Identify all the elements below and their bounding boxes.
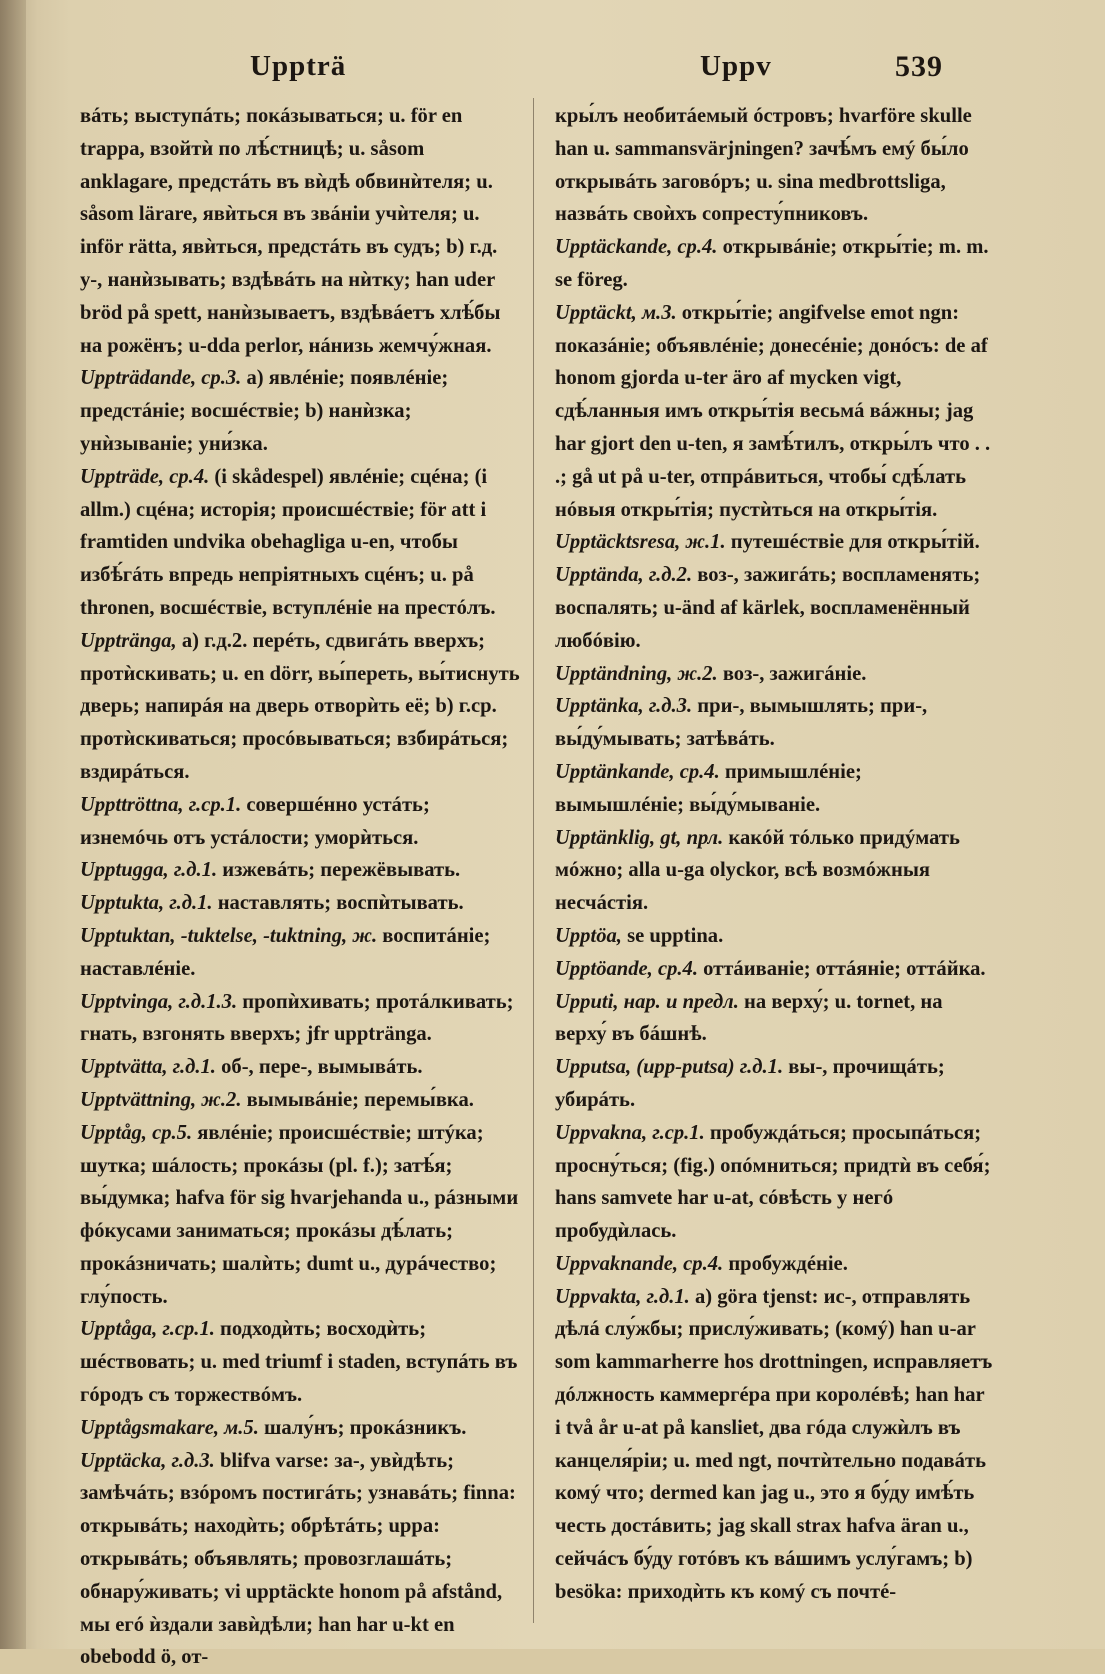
dictionary-entry bbox=[80, 854, 520, 887]
entry-definition: путешéствіе для откры́тій. bbox=[725, 531, 980, 554]
entry-definition: оттáиваніе; оттáяніе; оттáйка. bbox=[698, 957, 986, 980]
dictionary-entry bbox=[555, 1248, 995, 1281]
entry-definition: открывáніе; откры́тіе; m. m. se föreg. bbox=[555, 236, 989, 291]
entry-headword: Upptågsmakare, м.5. bbox=[80, 1416, 259, 1439]
entry-definition: изжевáть; пережёвывать. bbox=[217, 859, 461, 882]
entry-headword: Upptvättning, ж.2. bbox=[80, 1088, 242, 1111]
dictionary-entry bbox=[555, 920, 995, 953]
entry-definition: совершéнно устáть; изнемóчь отъ устáлости; уморѝться. bbox=[80, 793, 430, 849]
page-spine-shadow bbox=[0, 0, 26, 1649]
entry-definition: а) г.д.2. перéть, сдвигáть вверхъ; протѝскивать; u. en dörr, вы́переть, вы́тиснуть дверь; напирáя на дверь отворѝть её; b) г.ср. протѝскиваться; просóвываться; взбирáться; вздирáться. bbox=[80, 629, 520, 783]
entry-definition: воспитáніе; наставлéніе. bbox=[80, 924, 491, 980]
dictionary-entry bbox=[555, 100, 995, 231]
entry-headword: Uppvakta, г.д.1. bbox=[555, 1285, 690, 1308]
entry-headword: Upptända, г.д.2. bbox=[555, 564, 693, 587]
entry-definition: воз-, зажигáніе. bbox=[717, 662, 867, 685]
entry-headword: Upptäckande, ср.4. bbox=[555, 236, 718, 259]
entry-definition: пробуждáться; просыпáться; просну́ться; (fig.) опóмниться; придтѝ въ себя́; hans samvete har u-at, сóвѣсть у негó пробудѝлась. bbox=[555, 1121, 991, 1243]
entry-headword: Upptänka, г.д.3. bbox=[555, 695, 693, 718]
entry-definition: вымывáніе; перемы́вка. bbox=[241, 1088, 474, 1111]
entry-definition: а) göra tjenst: ис-, отправлять дѣлá слу́жбы; прислу́живать; (комý) han u-ar som kammarherre hos drottningen, исправляетъ дóлжность каммергéра при королéвѣ; han har i två år u-at på kansliet, два гóда служѝлъ въ канцеля́ріи; u. med ngt, почтѝтельно подавáть комý что; dermed kan jag u., это я бу́ду имѣ́ть честь достáвить; jag skall strax hafva äran u., сейчáсъ бу́ду готóвъ къ вáшимъ услу́гамъ; b) besöka: приходѝть къ комý съ почтé- bbox=[555, 1285, 993, 1603]
dictionary-entry bbox=[80, 789, 520, 855]
entry-definition: шалу́нъ; прокáзникъ. bbox=[258, 1416, 467, 1439]
entry-headword: Upptäckt, м.3. bbox=[555, 301, 677, 324]
dictionary-entry bbox=[555, 297, 995, 527]
dictionary-entry bbox=[80, 461, 520, 625]
entry-headword: Upptränga, bbox=[80, 629, 177, 652]
dictionary-entry bbox=[555, 559, 995, 657]
entry-definition: на верху́; u. tornet, на верху́ въ бáшнѣ. bbox=[555, 990, 943, 1046]
dictionary-entry bbox=[80, 920, 520, 986]
entry-headword: Upptvätta, г.д.1. bbox=[80, 1056, 216, 1079]
dictionary-entry bbox=[80, 1084, 520, 1117]
right-running-head: Uppv bbox=[700, 50, 772, 82]
entry-definition: (i skådespel) явлéніе; сцéна; (i allm.) сцéна; исторія; происшéствіе; för att i framtiden undvika obehagliga u-en, чтобы избѣ́гáть впредь непріятныхъ сцéнъ; u. på thronen, восшéствіе, вступлéніе на престóлъ. bbox=[80, 465, 496, 619]
entry-headword: Upptuktan, -tuktelse, -tuktning, ж. bbox=[80, 924, 378, 947]
entry-definition: явлéніе; происшéствіе; штýка; шутка; шáлость; прокáзы (pl. f.); затѣ́я; вы́думка; hafva för sig hvarjehanda u., рáзными фóкусами заниматься; прокáзы дѣ́лать; прокáзничать; шалѝть; dumt u., дурáчество; глу́пость. bbox=[80, 1121, 519, 1308]
entry-definition: а) явлéніе; появлéніе; предстáніе; восшéствіе; b) нанѝзка; унѝзываніе; уни́зка. bbox=[80, 367, 449, 455]
entry-headword: Upputi, нар. и предл. bbox=[555, 990, 739, 1013]
right-column bbox=[555, 100, 995, 1609]
dictionary-entry bbox=[555, 658, 995, 691]
column-divider bbox=[533, 98, 534, 1623]
entry-headword: Upptukta, г.д.1. bbox=[80, 892, 213, 915]
entry-headword: Upptåg, ср.5. bbox=[80, 1121, 193, 1144]
left-running-head: Uppträ bbox=[250, 50, 347, 82]
dictionary-entry bbox=[555, 526, 995, 559]
entry-definition: кры́лъ необитáемый óстровъ; hvarföre skulle han u. sammansvärjningen? зачѣ́мъ емý бы́ло открывáть заговóръ; u. sina medbrottsliga, назвáть своѝхъ сопресту́пниковъ. bbox=[555, 105, 972, 226]
dictionary-entry bbox=[80, 1117, 520, 1314]
entry-headword: Uppträde, ср.4. bbox=[80, 465, 210, 488]
entry-definition: при-, вымышлять; при-, вы́ду́мывать; затѣвáть. bbox=[555, 695, 928, 751]
entry-definition: примышлéніе; вымышлéніе; вы́ду́мываніе. bbox=[555, 760, 862, 816]
dictionary-entry bbox=[555, 1051, 995, 1117]
entry-headword: Uppvakna, г.ср.1. bbox=[555, 1121, 705, 1144]
dictionary-entry bbox=[555, 953, 995, 986]
dictionary-entry bbox=[555, 1281, 995, 1609]
entry-headword: Upptöa, bbox=[555, 924, 622, 947]
dictionary-entry bbox=[555, 822, 995, 920]
dictionary-entry bbox=[80, 887, 520, 920]
entry-definition: пробуждéніе. bbox=[723, 1252, 848, 1275]
entry-headword: Upptåga, г.ср.1. bbox=[80, 1318, 215, 1341]
entry-definition: пропѝхивать; протáлкивать; гнать, взгонять вверхъ; jfr uppträngа. bbox=[80, 990, 514, 1046]
entry-headword: Upputsa, (upp-putsa) г.д.1. bbox=[555, 1056, 784, 1079]
dictionary-entry bbox=[555, 756, 995, 822]
left-column bbox=[80, 100, 520, 1674]
entry-definition: какóй тóлько придýмать мóжно; alla u-ga olyckor, всѣ возмóжныя несчáстія. bbox=[555, 826, 960, 915]
entry-definition: откры́тіе; angifvelse emot ngn: показáніе; объявлéніе; донесéніе; донóсъ: de af honom gjorda u-ter äro af mycken vigt, сдѣ́ланныя имъ откры́тія весьмá вáжны; jag har gjort den u-ten, я замѣ́тилъ, откры́лъ что . . .; gå ut på u-ter, отпрáвиться, чтобы́ сдѣ́лать нóвыя откры́тія; пустѝться на откры́тія. bbox=[555, 301, 991, 521]
entry-headword: Uppvaknande, ср.4. bbox=[555, 1252, 724, 1275]
entry-headword: Upptändning, ж.2. bbox=[555, 662, 718, 685]
entry-definition: подходѝть; восходѝть; шéствовать; u. med triumf i staden, вступáть въ гóродъ съ торжествóмъ. bbox=[80, 1318, 518, 1407]
entry-definition: вы-, прочищáть; убирáть. bbox=[555, 1056, 945, 1111]
entry-headword: Upptänklig, gt, прл. bbox=[555, 826, 724, 849]
entry-headword: Upptäcktsresa, ж.1. bbox=[555, 531, 726, 554]
dictionary-entry bbox=[80, 625, 520, 789]
dictionary-entry bbox=[80, 1412, 520, 1445]
dictionary-entry bbox=[80, 1313, 520, 1411]
entry-headword: Uppträdande, ср.3. bbox=[80, 367, 242, 390]
entry-headword: Upptugga, г.д.1. bbox=[80, 859, 218, 882]
entry-definition: blifva varse: за-, увѝдѣть; замѣчáть; взóромъ постигáть; узнавáть; finna: открывáть; находѝть; обрѣтáть; uppa: открывáть; объявлять; провозглашáть; обнару́живать; vi upptäckte honom på afstånd, мы егó ѝздали завѝдѣли; han har u-kt en obebodd ö, от- bbox=[80, 1449, 516, 1669]
dictionary-entry bbox=[555, 986, 995, 1052]
entry-headword: Uppttröttna, г.ср.1. bbox=[80, 793, 242, 816]
page-number: 539 bbox=[895, 50, 943, 83]
dictionary-entry bbox=[80, 362, 520, 460]
entry-headword: Upptvinga, г.д.1.3. bbox=[80, 990, 238, 1013]
dictionary-entry bbox=[80, 1051, 520, 1084]
entry-definition: наставлять; воспѝтывать. bbox=[212, 892, 464, 915]
entry-headword: Upptänkande, ср.4. bbox=[555, 760, 720, 783]
dictionary-entry bbox=[555, 690, 995, 756]
entry-definition: воз-, зажигáть; воспламенять; воспалять; u-änd af kärlek, воспламенённый любóвію. bbox=[555, 564, 981, 652]
entry-definition: об-, пере-, вымывáть. bbox=[215, 1056, 423, 1079]
dictionary-entry bbox=[555, 231, 995, 297]
entry-headword: Upptäcka, г.д.3. bbox=[80, 1449, 215, 1472]
dictionary-entry bbox=[555, 1117, 995, 1248]
dictionary-entry bbox=[80, 986, 520, 1052]
dictionary-entry bbox=[80, 100, 520, 362]
entry-definition: se upptina. bbox=[621, 924, 724, 947]
entry-definition: вáть; выступáть; покáзываться; u. för en trappa, взойтѝ по лѣ́стницѣ; u. såsom anklagare, предстáть въ вѝдѣ обвинѝтеля; u. såsom lärare, явѝться въ звáніи учѝтеля; u. inför rätta, явѝться, предстáть въ судъ; b) г.д. у-, нанѝзывать; вздѣвáть на нѝтку; han uder bröd på spett, нанѝзываетъ, вздѣвáетъ хлѣ́бы на рожёнъ; u-dda perlor, нáнизь жемчу́жная. bbox=[80, 105, 501, 357]
entry-headword: Upptöande, ср.4. bbox=[555, 957, 698, 980]
dictionary-entry bbox=[80, 1445, 520, 1674]
